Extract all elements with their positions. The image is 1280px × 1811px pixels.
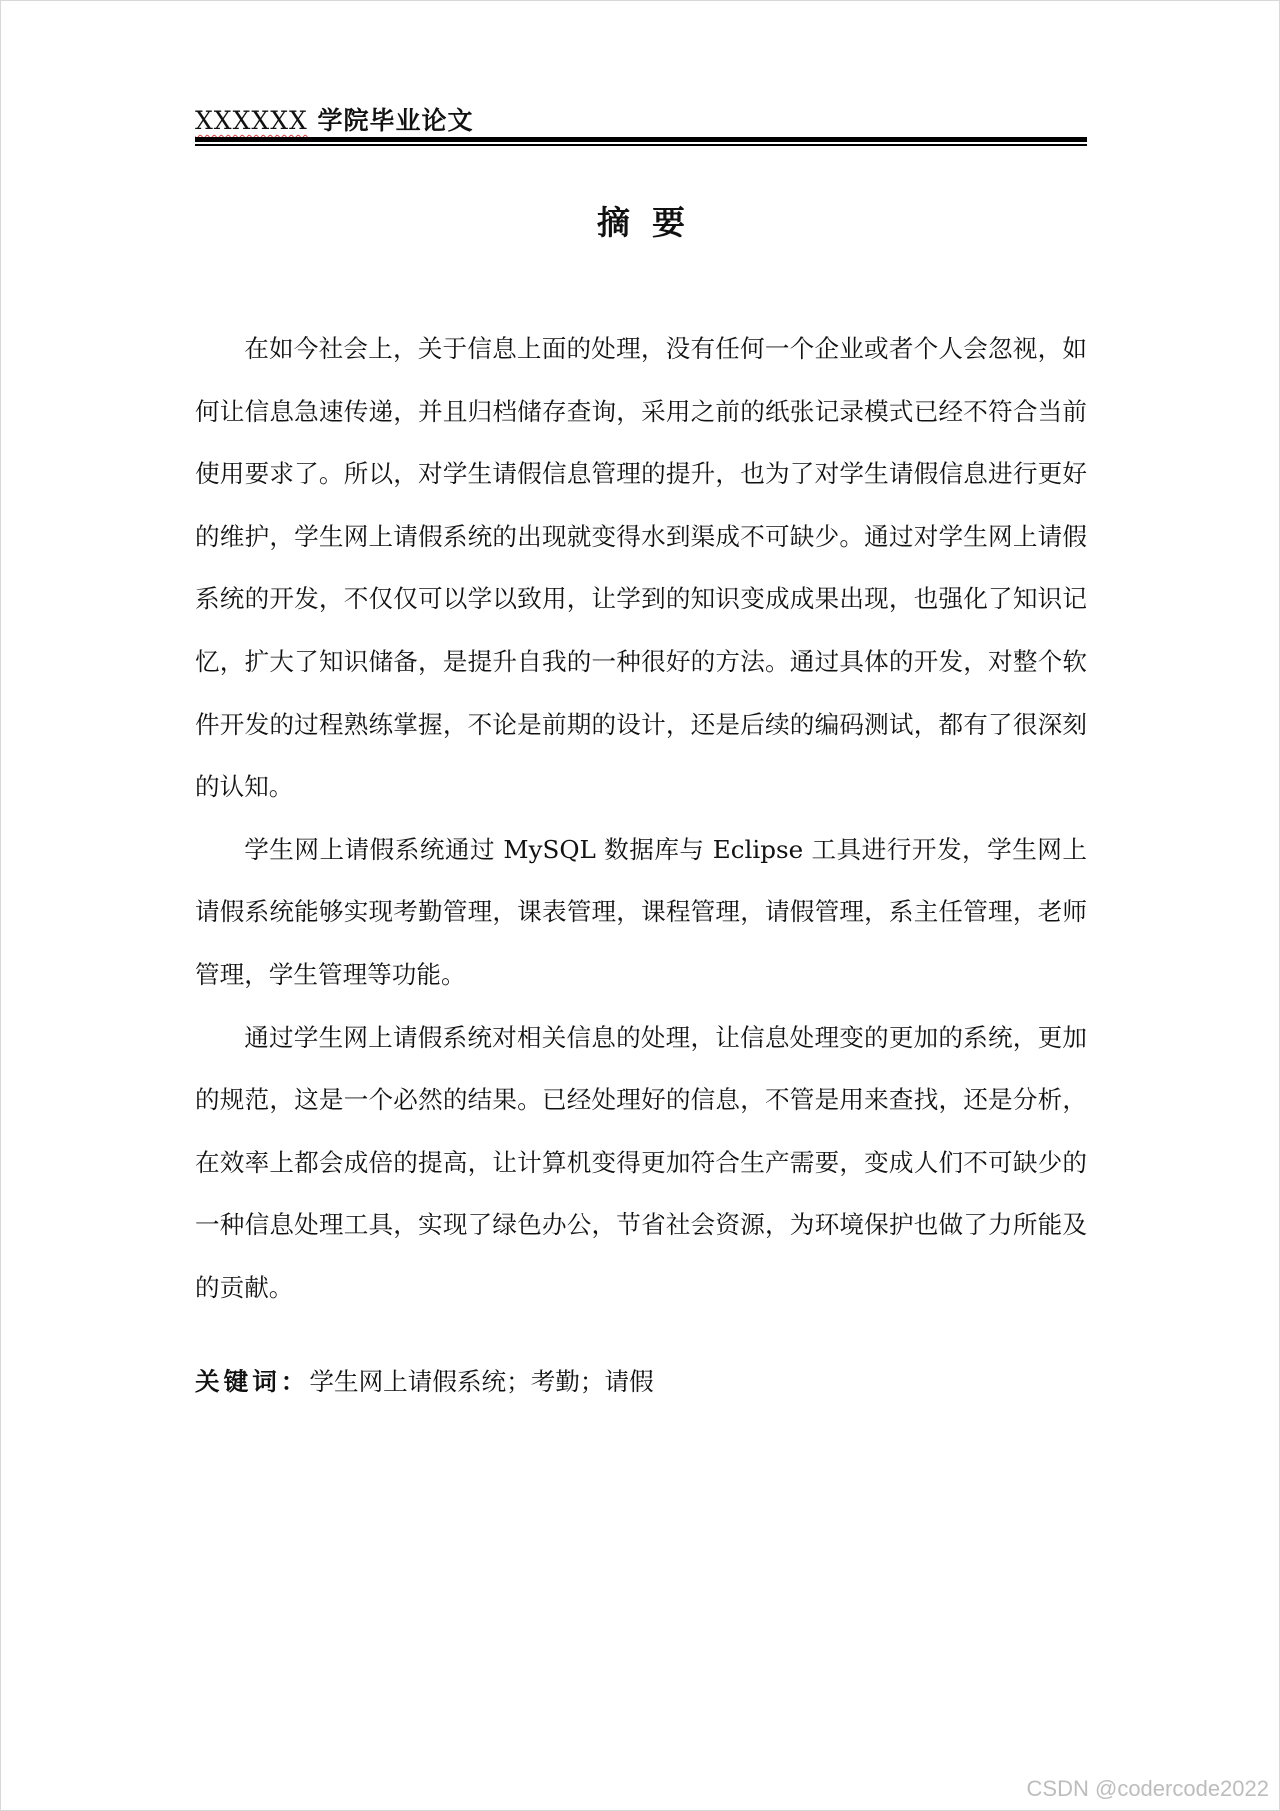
keywords-value: 学生网上请假系统；考勤；请假 xyxy=(309,1367,654,1396)
csdn-watermark: CSDN @codercode2022 xyxy=(1026,1776,1269,1801)
header-prefix: XXXXXX xyxy=(195,106,308,135)
abstract-paragraph-2: 学生网上请假系统通过 MySQL 数据库与 Eclipse 工具进行开发，学生网上请假系统能够实现考勤管理，课表管理，课程管理，请假管理，系主任管理，老师管理，学生管理等功能。 xyxy=(195,834,1087,989)
abstract-body xyxy=(195,318,1087,1320)
header-rule-thin xyxy=(195,144,1087,146)
abstract-paragraph-3: 通过学生网上请假系统对相关信息的处理，让信息处理变的更加的系统，更加的规范，这是一个必然的结果。已经处理好的信息，不管是用来查找，还是分析，在效率上都会成倍的提高，让计算机变得更加符合生产需要，变成人们不可缺少的一种信息处理工具，实现了绿色办公，节省社会资源，为环境保护也做了力所能及的贡献。 xyxy=(195,1022,1087,1302)
header-school-title: 学院毕业论文 xyxy=(317,106,474,135)
page-header xyxy=(195,97,1087,147)
header-rule-thick xyxy=(195,137,1087,142)
keywords-label: 关键词： xyxy=(195,1367,310,1396)
header-title xyxy=(195,101,474,137)
keywords-line xyxy=(195,1363,654,1398)
abstract-paragraph-1: 在如今社会上，关于信息上面的处理，没有任何一个企业或者个人会忽视，如何让信息急速传递，并且归档储存查询，采用之前的纸张记录模式已经不符合当前使用要求了。所以，对学生请假信息管理的提升，也为了对学生请假信息进行更好的维护，学生网上请假系统的出现就变得水到渠成不可缺少。通过对学生网上请假系统的开发，不仅仅可以学以致用，让学到的知识变成成果出现，也强化了知识记忆，扩大了知识储备，是提升自我的一种很好的方法。通过具体的开发，对整个软件开发的过程熟练掌握，不论是前期的设计，还是后续的编码测试，都有了很深刻的认知。 xyxy=(195,334,1087,802)
abstract-title: 摘要 xyxy=(597,203,707,242)
